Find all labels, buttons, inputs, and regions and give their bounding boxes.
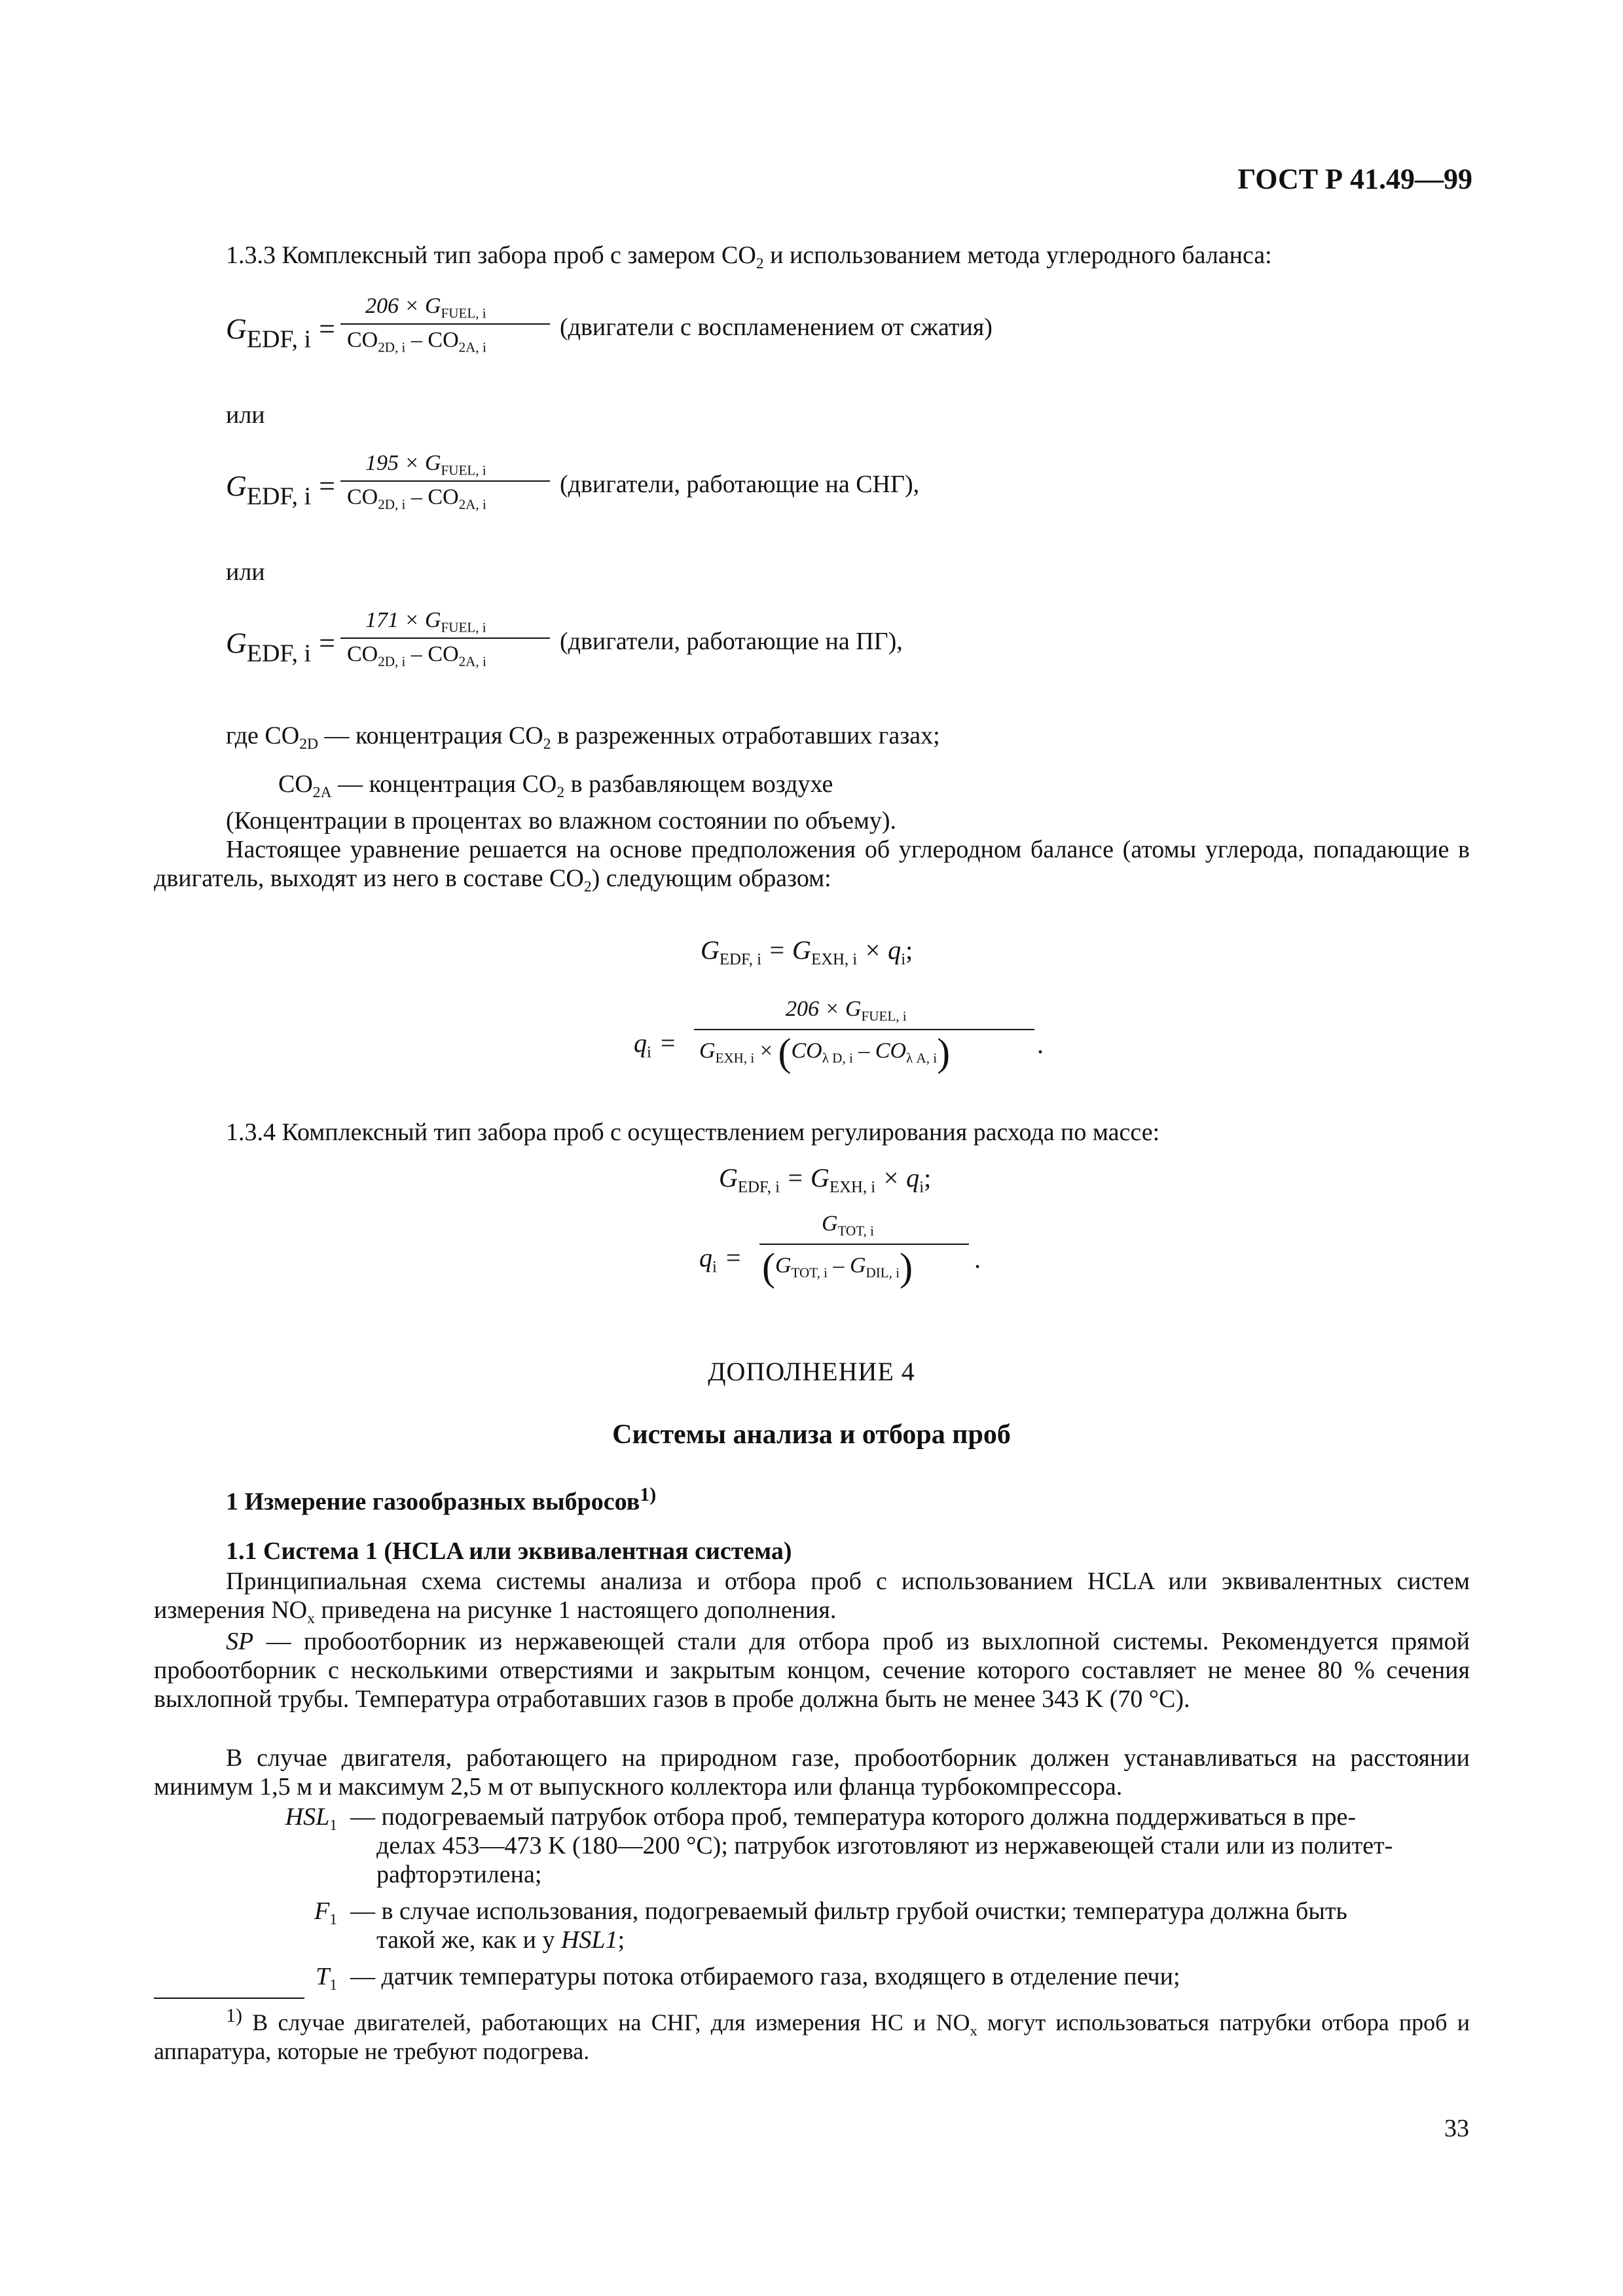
balance-paragraph: Настоящее уравнение решается на основе предположения об углеродном балансе (атомы углерода, попадающие в двигатель, выходят из него в составе $CO_2$) следующим образом:: [154, 836, 1470, 896]
appendix-label: ДОПОЛНЕНИЕ 4: [708, 1357, 915, 1386]
paragraph-sp: SP — пробоотборник из нержавеющей стали для отбора проб из выхлопной системы. Рекомендуется прямой пробоотборник с несколькими отверстиями и закрытым концом, сечение которого составляет не менее 80 % сечения выхлопной трубы. Температура отработавших газов в пробе должна быть не менее 343 K (70 °C).: [154, 1628, 1470, 1713]
where-co2d: где $CO_{2D}$ — концентрация $CO_2$ в разреженных отработавших газах;: [226, 722, 940, 753]
formula-3-lhs: $G_{EDF, i}$ =: [226, 627, 335, 668]
section-1-3-3-title: 1.3.3 Комплексный тип забора проб с замером $CO_2$ и использованием метода углеродного баланса:: [226, 242, 1272, 273]
formula-1-numerator: $206 \times G_{FUEL, i}$: [365, 294, 486, 321]
formula-1-fraction: [340, 293, 550, 365]
or-2: или: [226, 558, 265, 586]
formula-2-note: (двигатели, работающие на СНГ),: [560, 471, 920, 498]
section-1-title: 1 Измерение газообразных выбросов$^{1)}$: [226, 1484, 657, 1516]
page-number: 33: [1444, 2115, 1469, 2142]
formula-3-note: (двигатели, работающие на ПГ),: [560, 628, 903, 655]
formula-3-denominator: $CO_{2D, i} - CO_{2A, i}$: [347, 642, 486, 670]
fraction-bar: [340, 637, 550, 639]
formula-2-fraction: [340, 450, 550, 522]
formula-2-numerator: $195 \times G_{FUEL, i}$: [365, 451, 486, 478]
formula-1-note: (двигатели с воспламенением от сжатия): [560, 314, 993, 341]
formula-3-fraction: [340, 607, 550, 679]
section-1-1-title: 1.1 Система 1 (HCLA или эквивалентная система): [226, 1537, 792, 1565]
formula-1-lhs: $G_{EDF, i}$ =: [226, 313, 335, 353]
paragraph-scheme: Принципиальная схема системы анализа и отбора проб с использованием HCLA или эквивалентных систем измерения $NO_x$ приведена на рисунке 1 настоящего дополнения.: [154, 1568, 1470, 1628]
equation-qi-134-lhs: $q_i$ =: [699, 1243, 741, 1276]
equation-qi-134-end: .: [974, 1244, 981, 1274]
fraction-bar: [759, 1244, 969, 1245]
equation-qi-133-lhs: $q_i$ =: [634, 1028, 676, 1062]
formula-2-lhs: $G_{EDF, i}$ =: [226, 470, 335, 511]
formula-2-denominator: $CO_{2D, i} - CO_{2A, i}$: [347, 485, 486, 512]
fraction-bar: [340, 480, 550, 482]
equation-gedf-134: $G_{EDF, i} = G_{EXH, i} \times q_i$;: [719, 1163, 932, 1196]
equation-qi-134-numerator: $G_{TOT, i}$: [822, 1211, 874, 1239]
fraction-bar: [340, 323, 550, 325]
concentration-note: (Концентрации в процентах во влажном состоянии по объему).: [226, 807, 897, 834]
formula-1-denominator: $CO_{2D, i} - CO_{2A, i}$: [347, 328, 486, 355]
formula-3-numerator: $171 \times G_{FUEL, i}$: [365, 608, 486, 636]
equation-qi-134-fraction: [759, 1208, 969, 1300]
or-1: или: [226, 401, 265, 429]
equation-qi-133-end: .: [1037, 1030, 1044, 1059]
document-page: ГОСТ Р 41.49—99 1.3.3 Комплексный тип забора проб с замером $CO_2$ и использованием метода углеродного баланса: $G_{EDF, i}$ = $206 \times G_{FUEL, i}$ $CO_{2D, i} - CO_{2A, i}$ (двигатели с воспламенением от сжатия) или $G_{EDF, i}$ = $195 \times G_{FUEL, i}$ $CO_{2D, i} - CO_{2A, i}$ (двигатели, работающие на СНГ), или $G_{EDF, i}$ = $171 \times G_{FUEL, i}$ $CO_{2D, i} - CO_{2A, i}$ (двигатели, работающие на ПГ), где $CO_{2D}$ — концентрация $CO_2$ в разреженных отработавших газах; $CO_{2A}$ — концентрация $CO_2$ в разбавляющем воздухе (Концентрации в процентах во влажном состоянии по объему). Настоящее уравнение решается на основе предположения об углеродном балансе (атомы углерода, попадающие в двигатель, выходят из него в составе $CO_2$) следующим образом: $G_{EDF, i} = G_{EXH, i} \times q_i$; $q_i$ = $206 \times G_{FUEL, i}$ $G_{EXH, i} \times (CO_{\lambda D, i} - CO_{\lambda A, i})$ . 1.3.4 Комплексный тип забора проб с осуществлением регулирования расхода по массе: $G_{EDF, i} = G_{EXH, i} \times q_i$; $q_i$ = $G_{TOT, i}$ $(G_{TOT, i} - G_{DIL, i})$ . ДОПОЛНЕНИЕ 4 Системы анализа и отбора проб 1 Измерение газообразных выбросов$^{1)}$ 1.1 Система 1 (HCLA или эквивалентная система) Принципиальная схема системы анализа и отбора проб с использованием HCLA или эквивалентных систем измерения $NO_x$ приведена на рисунке 1 настоящего дополнения. SP — пробоотборник из нержавеющей стали для отбора проб из выхлопной системы. Рекомендуется прямой пробоотборник с несколькими отверстиями и закрытым концом, сечение которого составляет не менее 80 % сечения выхлопной трубы. Температура отработавших газов в пробе должна быть не менее 343 K (70 °C). В случае двигателя, работающего на природном газе, пробоотборник должен устанавливаться на расстоянии минимум 1,5 м и максимум 2,5 м от выпускного коллектора или фланца турбокомпрессора. $HSL_1$ — подогреваемый патрубок отбора проб, температура которого должна поддерживаться в пре- делах 453—473 K (180—200 °C); патрубок изготовляют из нержавеющей стали или из политет- рафторэтилена; $F_1$ — в случае использования, подогреваемый фильтр грубой очистки; температура должна быть такой же, как и у HSL1; $T_1$ — датчик температуры потока отбираемого газа, входящего в отделение печи; $^{1)}$ В случае двигателей, работающих на СНГ, для измерения HC и $NO_x$ могут использоваться патрубки отбора проб и аппаратура, которые не требуют подогрева. 33: [0, 0, 1623, 2296]
footnote: $^{1)}$ В случае двигателей, работающих на СНГ, для измерения HC и $NO_x$ могут использоваться патрубки отбора проб и аппаратура, которые не требуют подогрева.: [154, 2005, 1470, 2064]
equation-qi-134-denominator: $(G_{TOT, i} - G_{DIL, i})$: [762, 1246, 913, 1289]
equation-gedf-133: $G_{EDF, i} = G_{EXH, i} \times q_i$;: [701, 935, 913, 969]
paragraph-natural-gas: В случае двигателя, работающего на природном газе, пробоотборник должен устанавливаться на расстоянии минимум 1,5 м и максимум 2,5 м от выпускного коллектора или фланца турбокомпрессора.: [154, 1744, 1470, 1801]
document-header: ГОСТ Р 41.49—99: [1237, 163, 1472, 195]
equation-qi-133-denominator: $G_{EXH, i} \times (CO_{\lambda D, i} - CO_{\lambda A, i})$: [699, 1031, 951, 1075]
where-co2a: $CO_{2A}$ — концентрация $CO_2$ в разбавляющем воздухе: [278, 770, 833, 802]
appendix-title: Системы анализа и отбора проб: [612, 1420, 1011, 1450]
fraction-bar: [694, 1029, 1034, 1030]
section-1-3-4-title: 1.3.4 Комплексный тип забора проб с осуществлением регулирования расхода по массе:: [226, 1119, 1160, 1146]
footnote-rule: [154, 1998, 304, 1999]
equation-qi-133-fraction: [694, 994, 1034, 1085]
equation-qi-133-numerator: $206 \times G_{FUEL, i}$: [786, 997, 907, 1024]
